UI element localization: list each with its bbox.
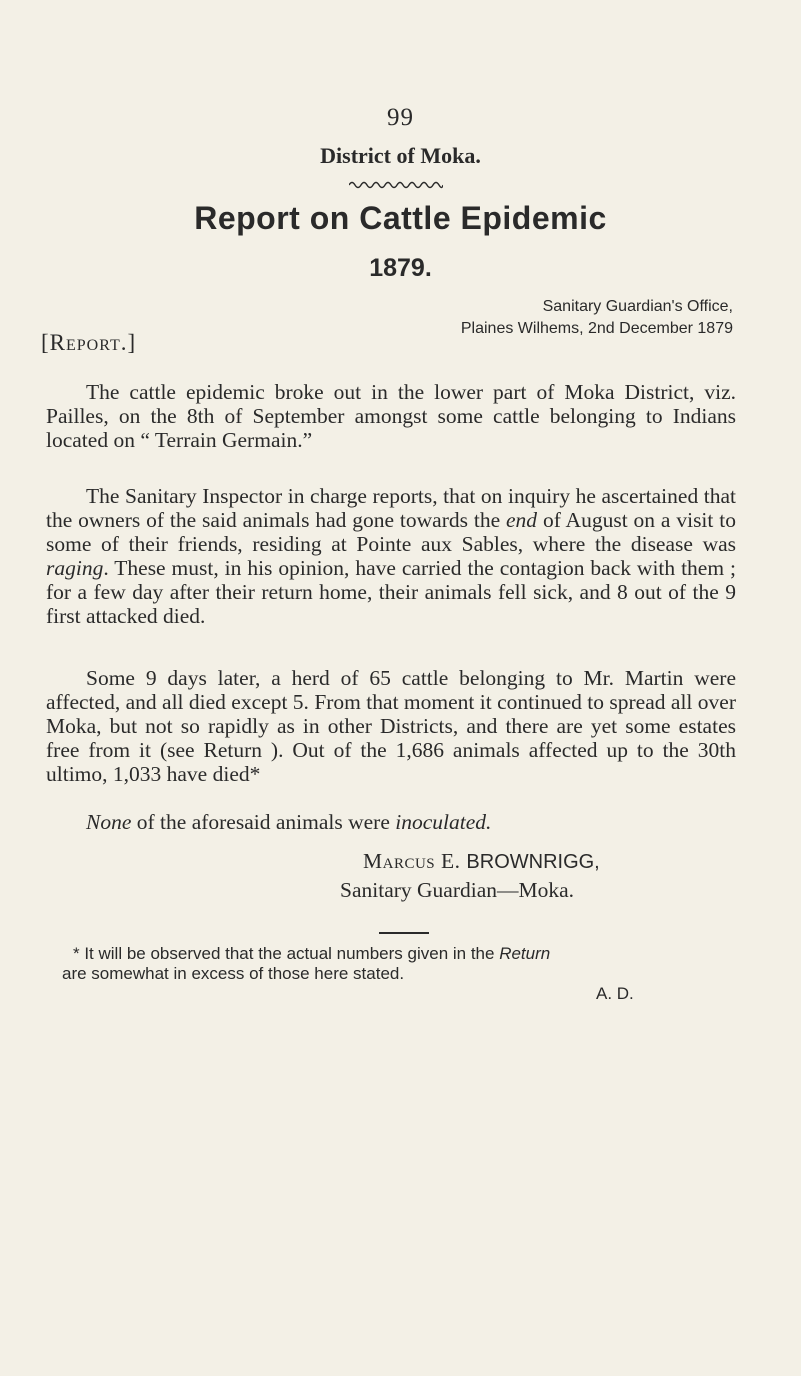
paragraph-2	[46, 484, 736, 628]
paragraph-2-part-b: of August on a visit to some of their friends, residing at Pointe aux Sables, where the disease was	[46, 508, 736, 556]
report-title: Report on Cattle Epidemic	[194, 200, 607, 236]
page-number: 99	[387, 104, 414, 131]
footnote	[62, 944, 702, 1004]
report-label: [Report.]	[41, 330, 137, 355]
paragraph-2-part-c: . These must, in his opinion, have carried the contagion back with them ; for a few day after their return home, their animals fell sick, and 8 out of the 9 first attacked died.	[46, 556, 736, 628]
footnote-divider	[379, 932, 429, 934]
paragraph-3-text: Some 9 days later, a herd of 65 cattle belonging to Mr. Martin were affected, and all died except 5. From that moment it continued to spread all over Moka, but not so rapidly as in other Districts, and there are yet some estates free from it (see Return ). Out of the 1,686 animals affected up to the 30th ultimo, 1,033 have died*	[46, 666, 736, 786]
footnote-signature: A. D.	[596, 984, 634, 1003]
signature-surname: BROWNRIGG,	[466, 851, 600, 873]
office-line-1: Sanitary Guardian's Office,	[542, 298, 733, 315]
office-line-2: Plaines Wilhems, 2nd December 1879	[460, 320, 733, 337]
signature-title: Sanitary Guardian—Moka.	[340, 878, 575, 902]
paragraph-1-text: The cattle epidemic broke out in the lower part of Moka District, viz. Pailles, on the 8th of September amongst some cattle belonging to Indians located on “ Terrain Germain.”	[46, 380, 736, 452]
paragraph-4-mid: of the aforesaid animals were	[131, 810, 396, 834]
office-address	[313, 296, 733, 340]
paragraph-2-emphasis-raging: raging	[46, 556, 104, 580]
paragraph-3	[46, 666, 736, 786]
footnote-emphasis-return: Return	[499, 944, 551, 963]
signature-name	[340, 847, 760, 876]
paragraph-4-emphasis-inoculated: inoculated.	[395, 810, 492, 834]
paragraph-2-part-a: The Sanitary Inspector in charge reports, that on inquiry he ascertained that the owners of the said animals had gone towards the	[46, 484, 736, 532]
paragraph-1	[46, 380, 736, 452]
district-heading: District of Moka.	[320, 143, 481, 168]
paragraph-2-emphasis-end: end	[506, 508, 538, 532]
footnote-line-1	[62, 944, 702, 964]
footnote-part-a: * It will be observed that the actual numbers given in the	[73, 944, 500, 963]
signature-block	[340, 847, 760, 904]
signature-first-name: Marcus E.	[363, 849, 467, 873]
paragraph-4-emphasis-none: None	[86, 810, 132, 834]
footnote-line-2: are somewhat in excess of those here stated.	[62, 964, 405, 983]
paragraph-4	[46, 810, 736, 834]
report-year: 1879.	[369, 254, 432, 282]
wavy-rule-ornament	[349, 180, 443, 190]
